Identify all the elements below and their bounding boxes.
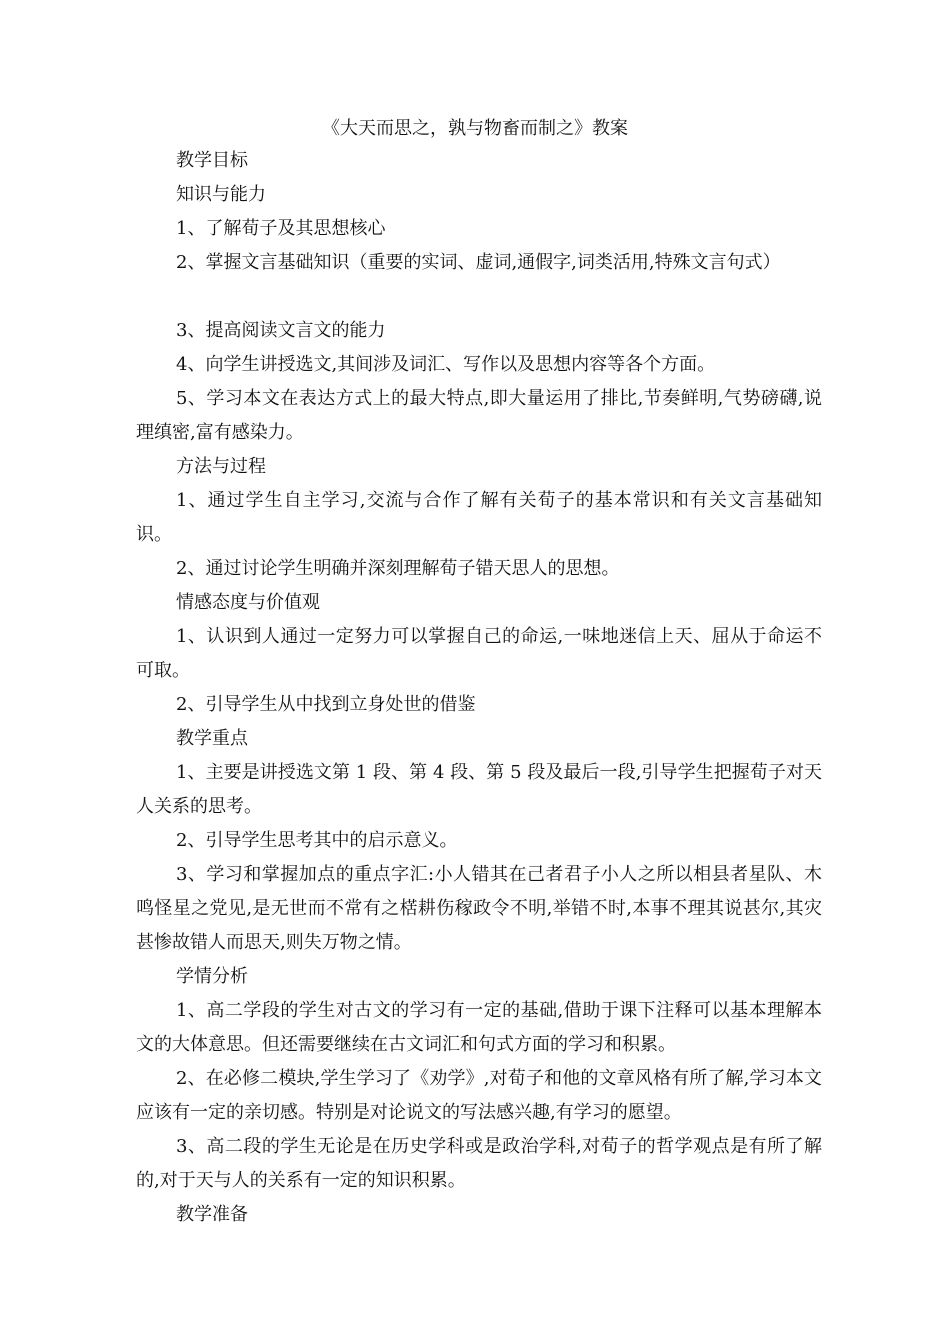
method-item-1: 1、通过学生自主学习,交流与合作了解有关荀子的基本常识和有关文言基础知识。 [136,490,822,545]
heading-preparation: 教学准备 [176,1204,248,1225]
document-title: 《大天而思之，孰与物畜而制之》教案 [322,118,628,139]
knowledge-item-2: 2、掌握文言基础知识（重要的实词、虚词,通假字,词类活用,特殊文言句式） [176,252,781,273]
key-item-2: 2、引导学生思考其中的启示意义。 [176,830,458,851]
subheading-knowledge: 知识与能力 [176,184,266,205]
analysis-item-1: 1、高二学段的学生对古文的学习有一定的基础,借助于课下注释可以基本理解本文的大体意思。但还需要继续在古文词汇和句式方面的学习和积累。 [136,1000,822,1055]
heading-key-points: 教学重点 [176,728,248,749]
method-item-2: 2、通过讨论学生明确并深刻理解荀子错天思人的思想。 [176,558,620,579]
analysis-item-2: 2、在必修二模块,学生学习了《劝学》,对荀子和他的文章风格有所了解,学习本文应该有一定的亲切感。特别是对论说文的写法感兴趣,有学习的愿望。 [136,1068,822,1123]
subheading-method: 方法与过程 [176,456,266,477]
knowledge-item-4: 4、向学生讲授选文,其间涉及词汇、写作以及思想内容等各个方面。 [176,354,716,375]
knowledge-item-3: 3、提高阅读文言文的能力 [176,320,386,341]
knowledge-item-5: 5、学习本文在表达方式上的最大特点,即大量运用了排比,节奏鲜明,气势磅礴,说理缜密,富有感染力。 [136,388,822,443]
knowledge-item-1: 1、了解荀子及其思想核心 [176,218,386,239]
emotion-item-1: 1、认识到人通过一定努力可以掌握自己的命运,一味地迷信上天、屈从于命运不可取。 [136,626,822,681]
subheading-emotion: 情感态度与价值观 [176,592,320,613]
heading-analysis: 学情分析 [176,966,248,987]
analysis-item-3: 3、高二段的学生无论是在历史学科或是政治学科,对荀子的哲学观点是有所了解的,对于天与人的关系有一定的知识积累。 [136,1136,822,1191]
emotion-item-2: 2、引导学生从中找到立身处世的借鉴 [176,694,476,715]
heading-teaching-goal: 教学目标 [176,150,248,171]
key-item-1: 1、主要是讲授选文第 1 段、第 4 段、第 5 段及最后一段,引导学生把握荀子对天人关系的思考。 [136,762,822,817]
key-item-3: 3、学习和掌握加点的重点字汇:小人错其在己者君子小人之所以相县者星队、木鸣怪星之党见,是无世而不常有之楛耕伤稼政令不明,举错不时,本事不理其说甚尔,其灾甚惨故错人而思天,则失万物之情。 [136,864,822,953]
